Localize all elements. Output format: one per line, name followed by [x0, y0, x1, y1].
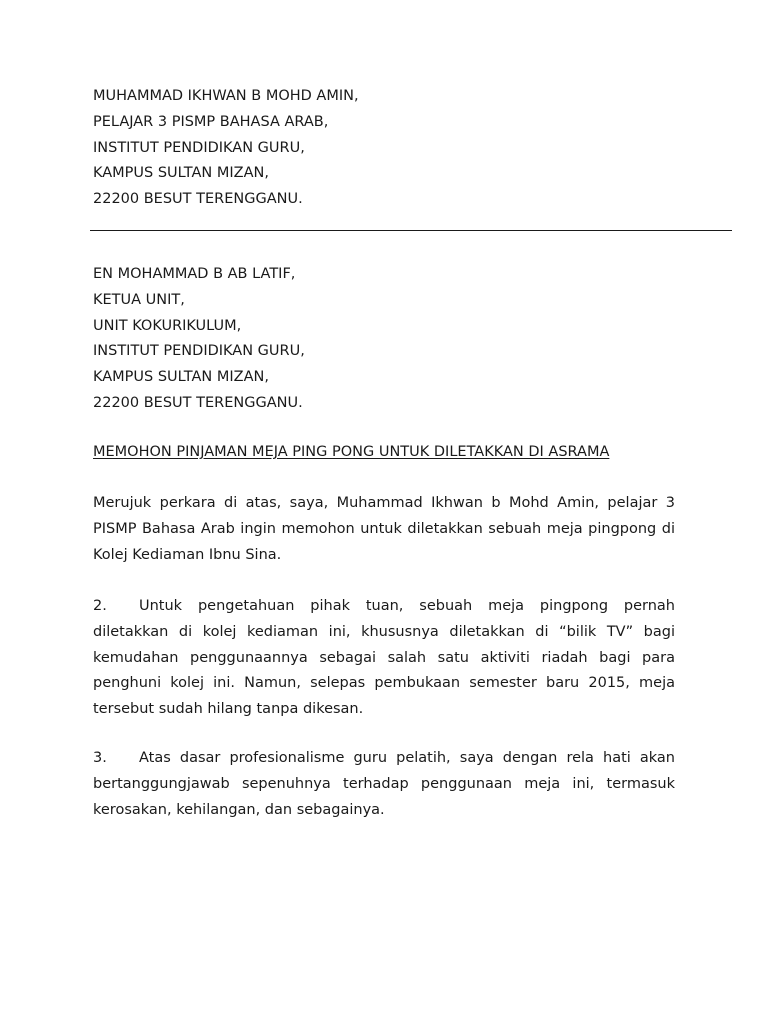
paragraph-3 — [93, 746, 675, 823]
sender-line: PELAJAR 3 PISMP BAHASA ARAB, — [93, 113, 329, 130]
recipient-address — [93, 262, 675, 417]
divider-line — [90, 230, 732, 231]
recipient-line: 22200 BESUT TERENGGANU. — [93, 394, 303, 411]
subject-text: MEMOHON PINJAMAN MEJA PING PONG UNTUK DILETAKKAN DI ASRAMA — [93, 444, 610, 460]
recipient-line: INSTITUT PENDIDIKAN GURU, — [93, 343, 305, 360]
paragraph-2 — [93, 594, 675, 723]
letter-subject — [93, 440, 675, 466]
paragraph-1 — [93, 491, 675, 568]
recipient-line: KETUA UNIT, — [93, 291, 185, 308]
sender-line: INSTITUT PENDIDIKAN GURU, — [93, 139, 305, 156]
paragraph-number: 3. — [93, 750, 107, 766]
paragraph-number: 2. — [93, 598, 107, 614]
recipient-line: UNIT KOKURIKULUM, — [93, 317, 242, 334]
paragraph-text: Untuk pengetahuan pihak tuan, sebuah meja pingpong pernah diletakkan di kolej kediaman ini, khususnya diletakkan di “bilik TV” bagi kemudahan penggunaannya sebagai salah satu aktiviti riadah bagi para penghuni kolej ini. Namun, selepas pembukaan semester baru 2015, meja tersebut sudah hilang tanpa dikesan. — [93, 598, 675, 718]
sender-line: MUHAMMAD IKHWAN B MOHD AMIN, — [93, 88, 359, 104]
paragraph-text: Atas dasar profesionalisme guru pelatih, saya dengan rela hati akan bertanggungjawab sepenuhnya terhadap penggunaan meja ini, termasuk kerosakan, kehilangan, dan sebagainya. — [93, 750, 675, 818]
sender-address — [93, 84, 675, 213]
sender-line: 22200 BESUT TERENGGANU. — [93, 191, 303, 208]
recipient-line: KAMPUS SULTAN MIZAN, — [93, 369, 269, 386]
sender-line: KAMPUS SULTAN MIZAN, — [93, 165, 269, 182]
paragraph-text: Merujuk perkara di atas, saya, Muhammad Ikhwan b Mohd Amin, pelajar 3 PISMP Bahasa Arab ingin memohon untuk diletakkan sebuah meja pingpong di Kolej Kediaman Ibnu Sina. — [93, 495, 675, 563]
recipient-line: EN MOHAMMAD B AB LATIF, — [93, 266, 296, 282]
